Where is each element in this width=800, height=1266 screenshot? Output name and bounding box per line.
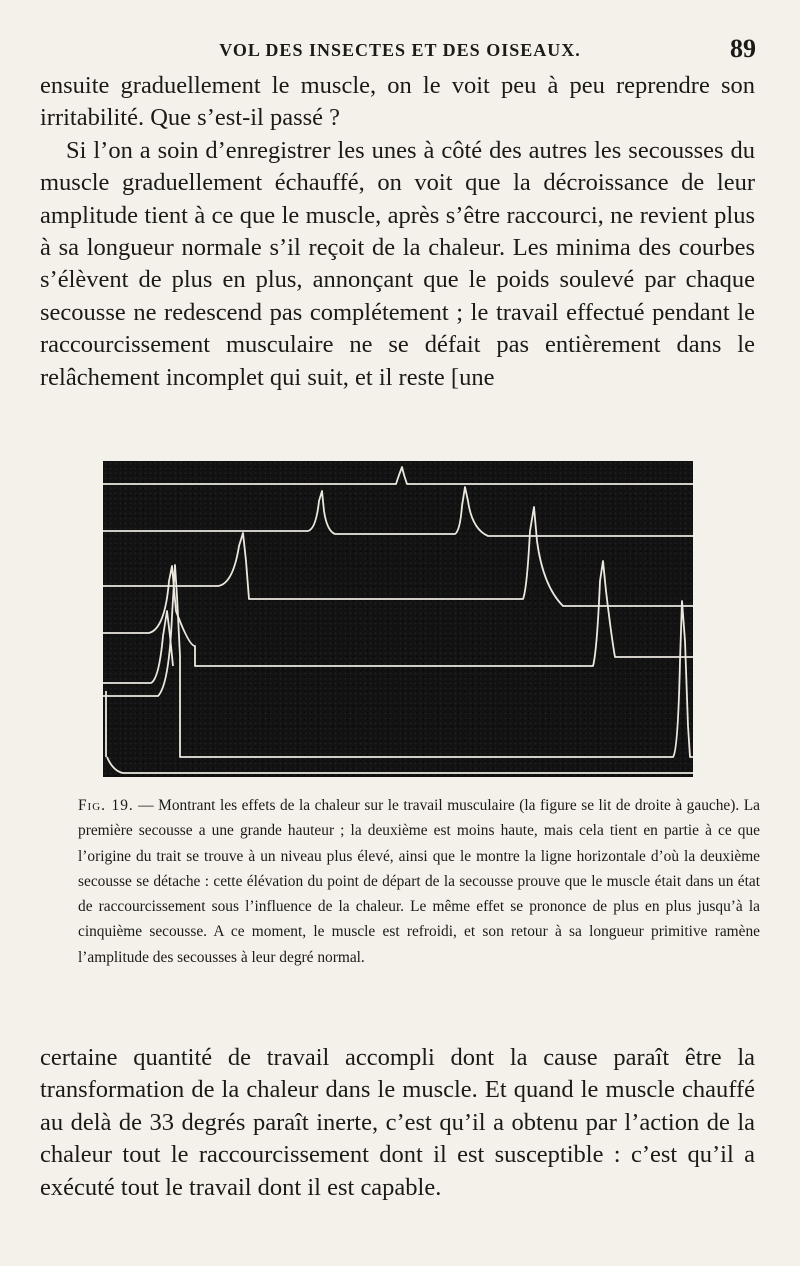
paragraph: ensuite graduellement le muscle, on le voit peu à peu reprendre son irritabilité. Que s’est-il passé ? [40, 72, 755, 132]
page-number: 89 [730, 34, 756, 63]
trace-line [103, 561, 693, 666]
body-text-bottom [40, 1042, 755, 1204]
paragraph: certaine quantité de travail accompli dont la cause paraît être la transformation de la chaleur dans le muscle. Et quand le muscle chauffé au delà de 33 degrés paraît inerte, c’est qu’il a obtenu par l’action de la chaleur tout le raccourcissement dont il est susceptible : c’est qu’il a exécuté tout le travail dont il est capable. [40, 1044, 755, 1201]
muscle-twitch-traces [103, 461, 693, 777]
running-title: VOL DES INSECTES ET DES OISEAUX. [219, 40, 581, 60]
page-header [40, 34, 760, 68]
body-text-top [40, 70, 755, 394]
trace-line [103, 507, 693, 606]
caption-text: — Montrant les effets de la chaleur sur le travail musculaire (la figure se lit de droite à gauche). La première secousse a une grande hauteur ; la deuxième est moins haute, mais cela tient en partie à ce que l’origine du trait se trouve à un niveau plus élevé, ainsi que le montre la ligne horizontale d’où la deuxième secousse se détache : cette élévation du point de départ de la secousse prouve que le muscle était dans un état de raccourcissement sous l’influence de la chaleur. Le même effet se prononce de plus en plus jusqu’à la cinquième secousse. A ce moment, le muscle est refroidi, et son retour à sa longueur primitive ramène l’amplitude des secousses à leur degré normal. [78, 797, 760, 966]
trace-line [103, 565, 693, 757]
trace-line [103, 611, 173, 683]
figure-19-image [103, 461, 693, 777]
figure-caption [78, 793, 760, 970]
figure-label: Fig. 19. [78, 797, 134, 814]
trace-line [103, 487, 693, 536]
trace-line [103, 467, 693, 484]
trace-line [107, 757, 693, 773]
paragraph: Si l’on a soin d’enregistrer les unes à côté des autres les secousses du muscle graduellement échauffé, on voit que la décroissance de leur amplitude tient à ce que le muscle, après s’être raccourci, ne revient plus à sa longueur normale s’il reçoit de la chaleur. Les minima des courbes s’élèvent de plus en plus, annonçant que le poids soulevé par chaque secousse ne redescend pas complétement ; le travail effectué pendant le raccourcissement musculaire ne se défait pas entièrement dans le relâchement incomplet qui suit, et il reste [une [40, 136, 755, 391]
